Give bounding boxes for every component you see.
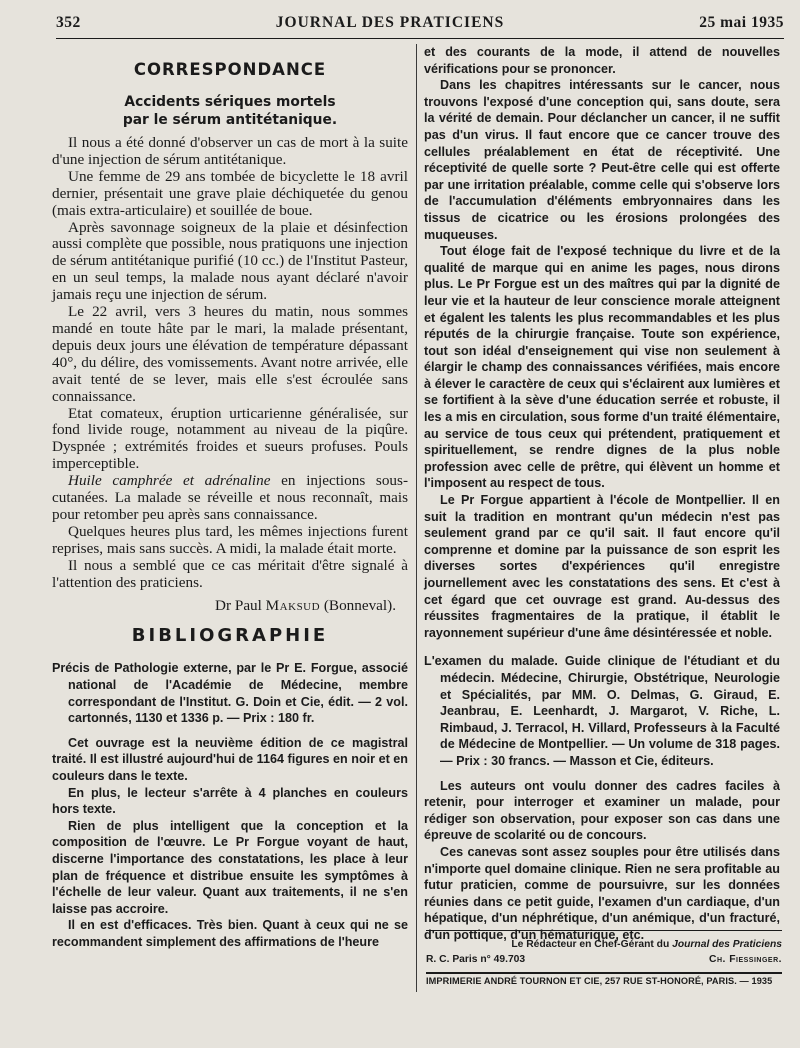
editor-journal: Journal des Praticiens <box>672 939 782 950</box>
article-title <box>52 93 408 129</box>
paragraph: Après savonnage soigneux de la plaie et désinfection aussi complète que possible, nous pratiquons une injection de sérum antitétanique purifié (10 cc.) de l'Institut Pasteur, en un seul temps, la malade nous ayant déclaré n'avoir jamais reçu une injection de sérum. <box>52 218 409 304</box>
paragraph: et des courants de la mode, il attend de nouvelles vérifications pour se prononcer. <box>424 45 780 76</box>
paragraph: Une femme de 29 ans tombée de bicyclette le 18 avril dernier, présentait une grave plaie déchiquetée du genou (mais extra-articulaire) et souillée de boue. <box>52 167 408 219</box>
paragraph: Il nous a semblé que ce cas méritait d'être signalé à l'attention des praticiens. <box>52 556 408 591</box>
bibliography-entry-2-header <box>424 653 780 769</box>
entry-2-details: , par MM. O. Delmas, G. Giraud, E. Jeanbrau, E. Leenhardt, J. Margarot, V. Riche, L. Rimbaud, J. Terracol, H. Villard, Professeurs à la Faculté de Médecine de Montpellier. — Un volume de 318 pages. — Prix : 30 francs. — Masson et Cie, éditeurs. <box>440 687 780 768</box>
paragraph: Il en est d'efficaces. Très bien. Quant à ceux qui ne se recommandent simplement des affirmations de l'heure <box>52 918 408 949</box>
editor-label: Le Rédacteur en Chef-Gérant du <box>511 939 673 950</box>
left-column <box>52 48 408 951</box>
registration-row <box>426 952 782 967</box>
paragraph: Tout éloge fait de l'exposé technique du livre et de la qualité de marque qui en anime les pages, nous dirons plus. Le Pr Forgue est un des maîtres qui par la dignité de leur vie et la hauteur de leur conscience morale atteignent et égalent les talents les plus recommandables et les plus réputés de la chirurgie française. Toute son expérience, tout son idéal d'enseignement qui vise non seulement à élargir le champ des connaissances vérifiées, mais encore à élever le caractère de ceux qui s'éclairent aux lumières et se fortifient à la sève d'une éducation serrée et robuste, il les a mis en circulation, sous forme d'un traité élémentaire, au service de tous ceux qui prétendent, pratiquement et spirituellement, se rendre dignes de la plus noble profession avec celle de prêtre, qui élèvent un homme et l'imposent au respect de tous. <box>424 244 780 491</box>
running-header <box>56 14 784 39</box>
editor-footer <box>426 930 782 967</box>
paragraph: Le Pr Forgue appartient à l'école de Montpellier. Il en suit la tradition en montrant qu'un médecin n'est pas seulement grand par ce qu'il sait. Il faut encore qu'il comprenne et domine par la puissance de son esprit les diverses sortes d'expériences qu'il enregistre journellement avec les constatations des sens. Et c'est à cet égard que cet ouvrage est grand. Au-dessus des réussites fragmentaires de la pratique, il établit le rayonnement supérieur d'une âme désintéressée et noble. <box>424 493 780 640</box>
right-column <box>424 44 780 943</box>
entry-1-title: Précis de Pathologie externe <box>52 661 229 676</box>
entry-citation <box>424 653 780 769</box>
printer-imprint: IMPRIMERIE ANDRÉ TOURNON ET CIE, 257 RUE ST-HONORÉ, PARIS. — 1935 <box>426 972 782 986</box>
signature-prefix: Dr Paul <box>215 597 266 615</box>
bibliography-entry-1-review <box>52 735 408 951</box>
italic-phrase: Huile camphrée et adrénaline <box>68 472 271 490</box>
paragraph: Dans les chapitres intéressants sur le cancer, nous trouvons l'exposé d'une conception qui, sans doute, sera la vérité de demain. Pour déclancher un cancer, il ne suffit pas d'un virus. Il faut encore que ce cancer trouve des cellules préalablement en état de réceptivité. Une réceptivité de quelle sorte ? Peut-être celle qui est offerte par une irritation préalable, comme celle qui s'observe lors de l'accumulation d'éléments embryonnaires dans les tissus de cicatrice ou les érosions prolongées des muqueuses. <box>424 78 780 242</box>
column-divider <box>416 44 417 992</box>
paragraph: Etat comateux, éruption urticarienne généralisée, sur fond livide rouge, notamment au niveau de la piqûre. Dyspnée ; extrémités froides et sueurs profuses. Pouls imperceptible. <box>52 404 408 473</box>
correspondance-section-title: CORRESPONDANCE <box>133 60 327 79</box>
paragraph: Cet ouvrage est la neuvième édition de ce magistral traité. Il est illustré aujourd'hui de 1164 figures en noir et en couleurs dans le texte. <box>52 735 408 784</box>
issue-date: 25 mai 1935 <box>699 14 784 31</box>
page-number: 352 <box>56 14 81 31</box>
entry-2-title: L'examen du malade. Guide clinique de l'étudiant et du médecin. Médecine, Chirurgie, Obstétrique, Neurologie et Spécialités <box>424 654 780 702</box>
bibliographie-section-title: BIBLIOGRAPHIE <box>131 625 329 647</box>
signature <box>52 597 396 615</box>
paragraph: Les auteurs ont voulu donner des cadres faciles à retenir, pour interroger et examiner un malade, pour rédiger son observation, pour exposer son cas dans une épreuve de scolarité ou de concours. <box>424 778 780 843</box>
rc-number: R. C. Paris n° 49.703 <box>426 954 526 965</box>
signature-place: (Bonneval). <box>320 597 396 615</box>
bibliography-entry-1-header <box>52 660 408 726</box>
editor-line <box>426 937 782 952</box>
bibliography-entry-1-continued <box>424 44 780 641</box>
journal-title: JOURNAL DES PRATICIENS <box>275 14 505 31</box>
paragraph: Rien de plus intelligent que la conception et la composition de l'œuvre. Le Pr Forgue voyant de haut, discerne l'importance des constatations, les place à leur plan de fréquence et distribue ensuite les symptômes à l'échelle de leur valeur. Quant aux traitements, il ne s'en laisse pas accroire. <box>52 818 408 916</box>
correspondance-body <box>52 135 408 591</box>
paragraph: En plus, le lecteur s'arrête à 4 planches en couleurs hors texte. <box>52 785 408 817</box>
paragraph-rest: en injections sous-cutanées. La malade se réveille et nous reconnaît, mais pour retomber peu après sans connaissance. <box>52 472 408 523</box>
entry-citation <box>52 660 408 726</box>
paragraph <box>52 473 408 524</box>
editor-name: Ch. Fiessinger. <box>709 954 782 965</box>
entry-1-details: , par le Pr E. Forgue, associé national de l'Académie de Médecine, membre correspondant de l'Institut. G. Doin et Cie, édit. — 2 vol. cartonnés, 1130 et 1336 p. — Prix : 180 fr. <box>68 661 408 726</box>
article-title-line2: par le sérum antitétanique. <box>122 112 338 128</box>
paragraph: Le 22 avril, vers 3 heures du matin, nous sommes mandé en toute hâte par le mari, la malade présentant, depuis deux jours une élévation de température dépassant 40°, du délire, des vomissements. Avant notre arrivée, elle avait tenté de se lever, mais elle s'est écroulée sans connaissance. <box>52 303 408 405</box>
bibliography-entry-2-review <box>424 778 780 944</box>
signature-name: Maksud <box>265 597 321 615</box>
paragraph: Quelques heures plus tard, les mêmes injections furent reprises, mais sans succès. A midi, la malade était morte. <box>52 522 408 557</box>
article-title-line1: Accidents sériques mortels <box>124 94 336 110</box>
paragraph: Il nous a été donné d'observer un cas de mort à la suite d'une injection de sérum antitétanique. <box>52 134 408 168</box>
paragraph: Ces canevas sont assez souples pour être utilisés dans n'importe quel domaine clinique. Rien ne sera profitable au futur praticien, comme de poursuivre, sur les données réunies dans ce petit guide, l'examen d'un cardiaque, d'un hépatique, d'un néphrétique, d'un anémique, d'un fracturé, d'un pottique, d'un hématurique, etc. <box>424 844 780 942</box>
